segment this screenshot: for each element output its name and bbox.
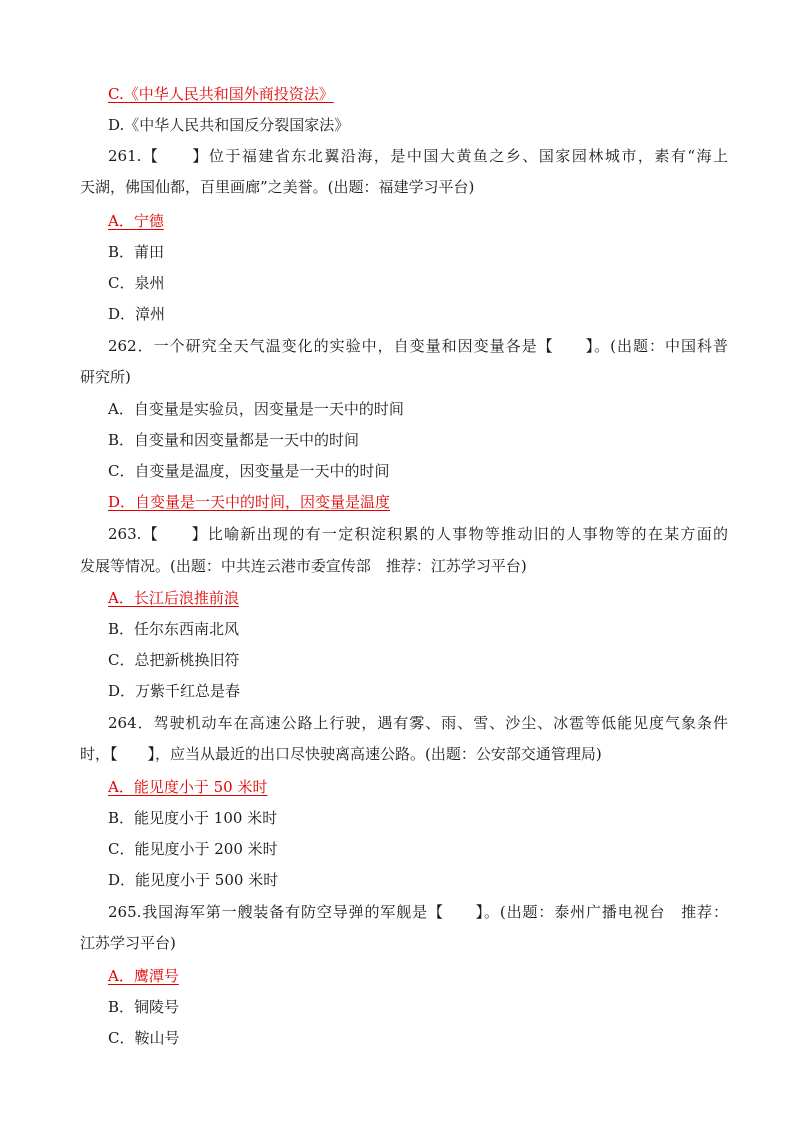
- q261-option-a-answer: A．宁德: [108, 212, 164, 230]
- q265-option-b: B．铜陵号: [108, 998, 180, 1016]
- q262-stem-line2: 研究所): [80, 368, 131, 386]
- q265-stem-line2: 江苏学习平台): [80, 934, 176, 952]
- q264-option-b: B．能见度小于 100 米时: [108, 809, 278, 827]
- q261-option-d: D．漳州: [108, 305, 166, 323]
- q263-stem-line1: 263.【 】比喻新出现的有一定积淀积累的人事物等推动旧的人事物等的在某方面的: [108, 525, 728, 543]
- q264-stem-line1: 264．驾驶机动车在高速公路上行驶，遇有雾、雨、雪、沙尘、冰雹等低能见度气象条件: [108, 714, 728, 732]
- q265-option-c: C．鞍山号: [108, 1029, 180, 1047]
- q262-option-c: C．自变量是温度，因变量是一天中的时间: [108, 462, 390, 480]
- q264-option-c: C．能见度小于 200 米时: [108, 840, 278, 858]
- q261-stem-line2: 天湖，佛国仙都，百里画廊”之美誉。(出题：福建学习平台): [80, 178, 475, 196]
- q263-option-a-answer: A．长江后浪推前浪: [108, 589, 239, 607]
- q260-option-c-answer: C.《中华人民共和国外商投资法》: [108, 85, 334, 103]
- q261-option-c: C．泉州: [108, 274, 165, 292]
- q260-option-d: D.《中华人民共和国反分裂国家法》: [108, 116, 350, 134]
- q264-option-a-answer: A．能见度小于 50 米时: [108, 778, 268, 796]
- q265-option-a-answer: A．鹰潭号: [108, 967, 179, 985]
- q263-option-d: D．万紫千红总是春: [108, 682, 241, 700]
- q262-option-d-answer: D．自变量是一天中的时间，因变量是温度: [108, 493, 391, 511]
- q265-stem-line1: 265.我国海军第一艘装备有防空导弹的军舰是【 】。(出题：泰州广播电视台 推荐：: [108, 903, 728, 921]
- q263-option-c: C．总把新桃换旧符: [108, 651, 240, 669]
- q262-option-a: A．自变量是实验员，因变量是一天中的时间: [108, 400, 404, 418]
- q263-stem-line2: 发展等情况。(出题：中共连云港市委宣传部 推荐：江苏学习平台): [80, 557, 527, 575]
- q264-stem-line2: 时，【 】，应当从最近的出口尽快驶离高速公路。(出题：公安部交通管理局): [80, 745, 602, 763]
- q262-option-b: B．自变量和因变量都是一天中的时间: [108, 431, 360, 449]
- q261-option-b: B．莆田: [108, 243, 165, 261]
- q263-option-b: B．任尔东西南北风: [108, 620, 240, 638]
- q261-stem-line1: 261.【 】位于福建省东北翼沿海，是中国大黄鱼之乡、国家园林城市，素有“海上: [108, 147, 728, 165]
- q262-stem-line1: 262．一个研究全天气温变化的实验中，自变量和因变量各是【 】。(出题：中国科普: [108, 337, 728, 355]
- q264-option-d: D．能见度小于 500 米时: [108, 871, 279, 889]
